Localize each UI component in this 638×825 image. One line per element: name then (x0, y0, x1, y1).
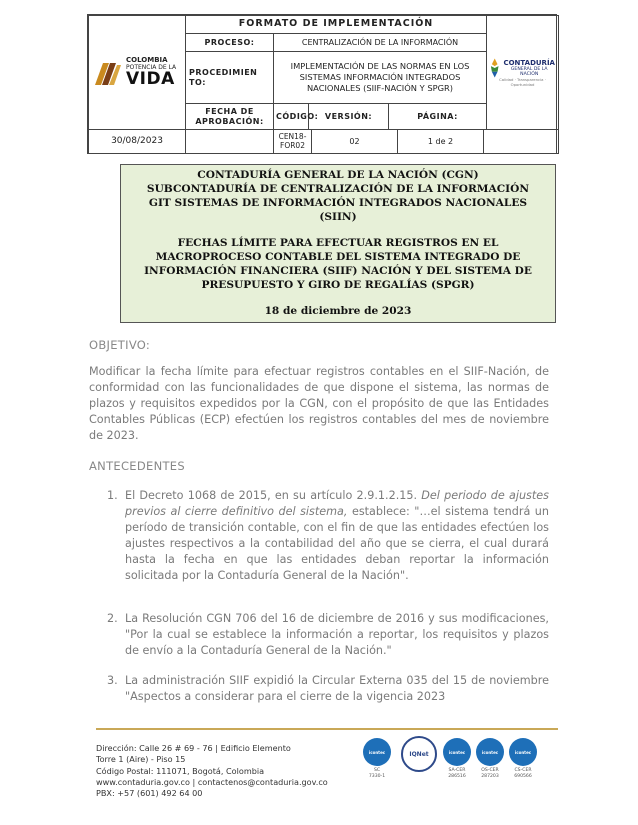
antecedentes-item-1 (107, 488, 549, 584)
format-title: FORMATO DE IMPLEMENTACIÓN (186, 16, 487, 34)
cert-1-caption-b: 7330-1 (368, 774, 386, 779)
footer-line-address: Dirección: Calle 26 # 69 - 76 | Edificio Elemento (96, 743, 291, 753)
cert-4-caption-a: CS-CER (514, 768, 532, 773)
pagina-label: PÁGINA: (389, 104, 487, 130)
logo-text-colombia: COLOMBIA (126, 55, 168, 64)
box-line-macroproceso: MACROPROCESO CONTABLE DEL SISTEMA INTEGRADO DE (155, 251, 521, 263)
item-1-text-a: El Decreto 1068 de 2015, en su artículo 2.9.1.2.15. (125, 489, 418, 502)
procedimiento-label-line1: PROCEDIMIEN (189, 68, 258, 78)
vida-emblem-icon (93, 59, 123, 87)
footer-line-tower: Torre 1 (Aire) - Piso 15 (96, 754, 186, 765)
logo-text-vida: VIDA (126, 69, 175, 90)
objetivo-heading: OBJETIVO: (89, 338, 151, 352)
iqnet-text: IQNet (409, 750, 429, 758)
footer-line-contact (96, 777, 328, 788)
icontec-text-2: icontec (448, 749, 466, 755)
iqnet-badge-icon (401, 736, 437, 772)
item-1-number: 1. (107, 489, 118, 502)
icontec-badge-icon (443, 738, 471, 766)
antecedentes-heading: ANTECEDENTES (89, 459, 185, 473)
box-line-git: GIT SISTEMAS DE INFORMACIÓN INTEGRADOS NACIONALES (148, 197, 528, 209)
contaduria-logo (487, 16, 559, 130)
box-line-cgn: CONTADURÍA GENERAL DE LA NACIÓN (CGN) (197, 169, 479, 181)
cert-2-caption-a: SA-CER (448, 768, 466, 773)
cert-2-caption-b: 286516 (448, 774, 466, 779)
cert-3-caption-b: 287203 (481, 774, 499, 779)
pagina-value: 1 de 2 (398, 130, 484, 153)
values-row (274, 130, 559, 154)
box-line-siif: INFORMACIÓN FINANCIERA (SIIF) NACIÓN Y DEL SISTEMA DE (144, 265, 532, 277)
objetivo-paragraph: Modificar la fecha límite para efectuar registros contables en el SIIF-Nación, de conformidad con las funcionalidades de que dispone el sistema, las normas de plazos y requisitos expedidos por la CGN, con el propósito de que las Entidades Contables Públicas (ECP) efectúen los registros contables del mes de noviembre de 2023. (89, 365, 549, 442)
fecha-label (186, 104, 274, 130)
icontec-text-1: icontec (368, 749, 386, 755)
footer-line-postal: Código Postal: 111071, Bogotá, Colombia (96, 765, 265, 776)
item-1-text (125, 488, 549, 584)
antecedentes-item-2 (107, 611, 549, 659)
icontec-text-3: icontec (481, 749, 499, 755)
proceso-value: CENTRALIZACIÓN DE LA INFORMACIÓN (274, 34, 487, 52)
version-value: 02 (312, 130, 398, 153)
fecha-label-line2: APROBACIÓN: (195, 116, 264, 126)
icontec-badge-icon (509, 738, 537, 766)
icontec-seal-4 (508, 738, 538, 780)
box-line-subcontaduria: SUBCONTADURÍA DE CENTRALIZACIÓN DE LA INFORMACIÓN (146, 183, 530, 195)
logo-text-potencia: POTENCIA DE LA (126, 63, 177, 71)
antecedentes-item-3 (107, 673, 549, 705)
footer-address (96, 743, 328, 799)
box-line-siin: (SIIN) (319, 211, 357, 223)
iqnet-seal (400, 736, 438, 772)
icontec-seal-3 (475, 738, 505, 780)
colombia-vida-logo (89, 16, 186, 130)
item-3-text: La administración SIIF expidió la Circular Externa 035 del 15 de noviembre "Aspectos a considerar para el cierre de la vigencia 2023 (125, 674, 549, 703)
icontec-text-4: icontec (514, 749, 532, 755)
contaduria-emblem-icon (489, 58, 500, 78)
certification-seals (358, 736, 548, 806)
item-1-text-emphasis: Del periodo de ajustes previos al cierre definitivo del sistema, (125, 489, 549, 518)
item-3-number: 3. (107, 674, 118, 687)
icontec-seal-2 (442, 738, 472, 780)
logo-contaduria-tagline: Calidad · Transparencia · Oportunidad (499, 77, 546, 87)
proceso-label: PROCESO: (186, 34, 274, 52)
codigo-value (274, 130, 312, 153)
fecha-label-line1: FECHA DE (205, 107, 254, 117)
box-date: 18 de diciembre de 2023 (264, 305, 412, 317)
fecha-value: 30/08/2023 (89, 130, 186, 154)
logo-contaduria-sub: GENERAL DE LA NACIÓN (510, 66, 548, 78)
procedimiento-label-line2: TO: (189, 77, 206, 87)
logo-contaduria-name: CONTADURÍA (503, 58, 555, 67)
item-2-text: La Resolución CGN 706 del 16 de diciembre de 2016 y sus modificaciones, "Por la cual se establece la información a reportar, los requisitos y plazos de envío a la Contaduría General de la Nación." (125, 612, 549, 657)
procedimiento-value: IMPLEMENTACIÓN DE LAS NORMAS EN LOS SISTEMAS INFORMACIÓN INTEGRADOS NACIONALES (SIIF-NACIÓN Y SPGR) (274, 52, 487, 104)
values-logo-spacer (484, 130, 559, 153)
footer-line-pbx: PBX: +57 (601) 492 64 00 (96, 788, 203, 799)
icontec-seal-1 (362, 738, 392, 780)
cert-3-caption-a: OS-CER (481, 768, 499, 773)
cert-1-caption-a: SC (373, 768, 381, 773)
footer-contact-link[interactable]: www.contaduria.gov.co | contactenos@contaduria.gov.co (96, 776, 328, 787)
icontec-badge-icon (476, 738, 504, 766)
codigo-value-line2: FOR02 (280, 140, 305, 150)
icontec-badge-icon (363, 738, 391, 766)
fecha-spacer (186, 130, 274, 154)
codigo-label: CÓDIGO: (274, 104, 309, 130)
notice-title-box (120, 164, 556, 323)
item-1-text-b: establece: "…el sistema tendrá un período de transición contable, con el fin de que las entidades efectúen los ajustes respectivos a la contabilidad del año que se cierra, el cual durará hasta la fecha en que las entidades deban reportar la información solicitada por la Contaduría General de la Nación". (125, 505, 549, 582)
footer-divider (96, 728, 558, 730)
cert-4-caption-b: 690566 (514, 774, 532, 779)
box-line-fechas: FECHAS LÍMITE PARA EFECTUAR REGISTROS EN EL (177, 237, 499, 249)
box-line-spgr: PRESUPUESTO Y GIRO DE REGALÍAS (SPGR) (201, 279, 475, 291)
codigo-value-line1: CEN18- (278, 131, 307, 141)
item-2-number: 2. (107, 612, 118, 625)
procedimiento-label (186, 52, 274, 104)
document-header (87, 14, 557, 154)
version-label: VERSIÓN: (309, 104, 389, 130)
